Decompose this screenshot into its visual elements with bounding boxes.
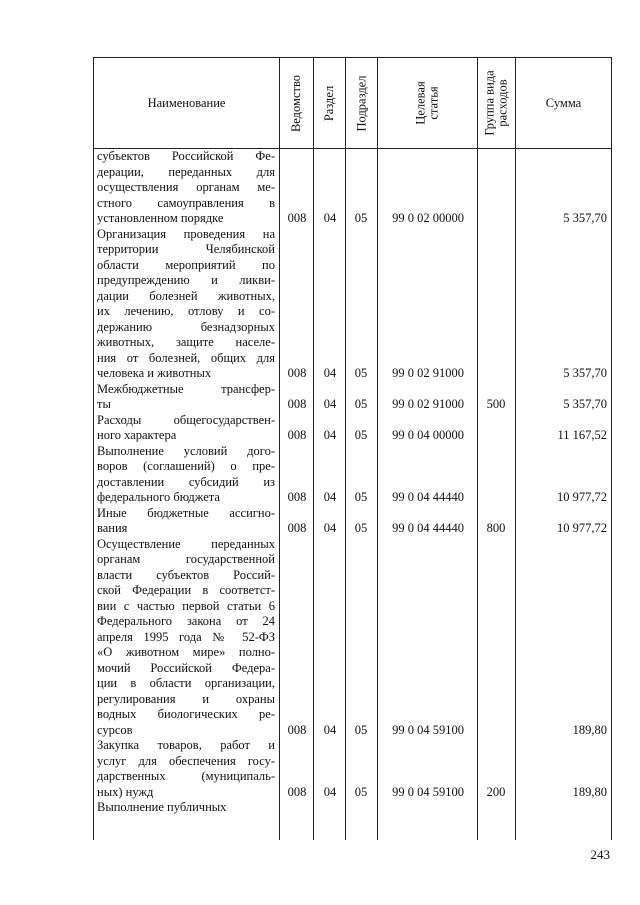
row-name-line: дации болезней животных, [97,288,275,303]
row-podrazdel: 05 [354,397,368,411]
row-celevaya-statya: 99 0 04 44440 [392,521,464,535]
row-name-line: их лечению, отлову и со- [97,304,275,318]
row-name-line: Осуществление переданных [97,536,275,551]
row-vedomstvo: 008 [287,490,307,504]
row-summa: 5 357,70 [563,211,607,225]
row-name-line: Закупка товаров, работ и [97,738,275,752]
row-name-line: ской Федерации в соответст- [97,583,275,597]
row-name-line: осуществления органам ме- [97,180,275,194]
row-name-line: водных биологических ре- [97,707,275,721]
header-gruppa-line1: Группа вида [482,70,497,136]
row-name-line: ного характера [97,428,177,442]
row-name-line: области мероприятий по [97,257,275,272]
row-celevaya-statya: 99 0 02 00000 [392,211,464,225]
row-celevaya-statya: 99 0 04 00000 [392,428,464,442]
row-name-line: установленном порядке [97,211,224,225]
row-name [97,149,275,227]
row-name-line: предупреждению и ликви- [97,273,275,287]
header-celevaya-cell [378,58,477,148]
row-summa: 5 357,70 [563,366,607,380]
row-vedomstvo: 008 [287,211,307,225]
row-vedomstvo: 008 [287,521,307,535]
header-podrazdel-cell [346,58,377,148]
table-row [0,227,640,382]
table-row [0,738,640,800]
row-summa: 10 977,72 [557,490,607,504]
row-name-line: Межбюджетные трансфер- [97,381,275,396]
row-gruppa-vida: 800 [486,521,506,535]
row-name [97,227,275,382]
row-name [97,537,275,739]
row-vedomstvo: 008 [287,722,307,737]
row-name-line: субъектов Российской Фе- [97,149,275,163]
header-celevaya [415,81,441,124]
row-name-line: апреля 1995 года № 52-ФЗ [97,629,275,644]
row-razdel: 04 [323,490,337,504]
row-name-line: мочий Российской Федера- [97,660,275,675]
row-name-line: Выполнение условий дого- [97,443,275,458]
row-name-line: вии с частью первой статьи 6 [97,598,275,613]
header-gruppa-line2: расходов [495,79,510,127]
row-name-line: держанию безнадзорных [97,319,275,334]
row-name-line: стного самоуправления в [97,195,275,210]
table-row [0,149,640,227]
header-razdel: Раздел [322,85,337,121]
row-name-line: дарственных (муниципаль- [97,769,275,783]
row-vedomstvo: 008 [287,428,307,442]
row-name-line: ных) нужд [97,784,154,799]
row-summa: 189,80 [572,722,607,737]
row-name [97,382,275,413]
table-row [0,537,640,739]
row-podrazdel: 05 [354,490,368,504]
table-row [0,382,640,413]
row-razdel: 04 [323,521,337,535]
row-name-line: территории Челябинской [97,242,275,256]
row-name-line: власти субъектов Россий- [97,567,275,582]
page-number: 243 [590,847,610,862]
row-summa: 189,80 [572,784,607,799]
row-podrazdel: 05 [354,366,368,380]
row-name [97,413,275,444]
row-celevaya-statya: 99 0 04 59100 [392,784,464,799]
table-row [0,444,640,506]
row-name-line: сурсов [97,722,133,737]
row-summa: 10 977,72 [557,521,607,535]
row-razdel: 04 [323,722,337,737]
header-vedomstvo-cell [280,58,313,148]
row-name-line: ции в области организации, [97,676,275,690]
row-name [97,800,275,816]
row-name-line: воров (соглашений) о пре- [97,459,275,473]
row-summa: 11 167,52 [557,428,607,442]
header-gruppa [484,70,510,135]
row-name-line: ния от болезней, общих для [97,350,275,365]
row-razdel: 04 [323,366,337,380]
row-razdel: 04 [323,428,337,442]
row-celevaya-statya: 99 0 02 91000 [392,366,464,380]
row-gruppa-vida: 500 [486,397,506,411]
row-podrazdel: 05 [354,784,368,799]
row-summa: 5 357,70 [563,397,607,411]
row-name-line: услуг для обеспечения госу- [97,753,275,768]
row-celevaya-statya: 99 0 04 44440 [392,490,464,504]
row-name [97,506,275,537]
row-vedomstvo: 008 [287,784,307,799]
row-vedomstvo: 008 [287,397,307,411]
row-name-line: ты [97,397,111,411]
header-vedomstvo: Ведомство [289,74,303,132]
row-name-line: федерального бюджета [97,490,220,504]
row-podrazdel: 05 [354,722,368,737]
row-name-line: дерации, переданных для [97,164,275,179]
header-celevaya-line1: Целевая [413,81,428,125]
header-podrazdel: Подраздел [354,75,368,131]
row-podrazdel: 05 [354,428,368,442]
row-razdel: 04 [323,397,337,411]
header-summa: Сумма [545,95,582,110]
row-celevaya-statya: 99 0 02 91000 [392,397,464,411]
row-gruppa-vida: 200 [486,784,506,799]
table-row [0,800,640,816]
row-name-line: регулирования и охраны [97,691,275,706]
row-podrazdel: 05 [354,211,368,225]
row-name-line: Организация проведения на [97,226,275,241]
row-name-line: животных, защите населе- [97,335,275,349]
table-row [0,413,640,444]
row-name-line: вания [97,521,128,535]
row-podrazdel: 05 [354,521,368,535]
row-name [97,738,275,800]
header-gruppa-cell [478,58,515,148]
row-razdel: 04 [323,784,337,799]
header-celevaya-line2: статья [426,86,441,120]
row-name [97,444,275,506]
row-name-line: Расходы общегосударствен- [97,412,275,427]
row-name-line: Федерального закона от 24 [97,614,275,628]
row-name-line: «О животном мире» полно- [97,645,275,659]
row-name-line: Иные бюджетные ассигно- [97,505,275,520]
header-name: Наименование [147,95,226,110]
table-row [0,506,640,537]
row-name-line: доставлении субсидий из [97,474,275,489]
row-celevaya-statya: 99 0 04 59100 [392,722,464,737]
row-razdel: 04 [323,211,337,225]
row-name-line: человека и животных [97,366,212,380]
row-name-line: Выполнение публичных [97,800,227,814]
row-name-line: органам государственной [97,552,275,566]
row-vedomstvo: 008 [287,366,307,380]
header-razdel-cell [314,58,345,148]
